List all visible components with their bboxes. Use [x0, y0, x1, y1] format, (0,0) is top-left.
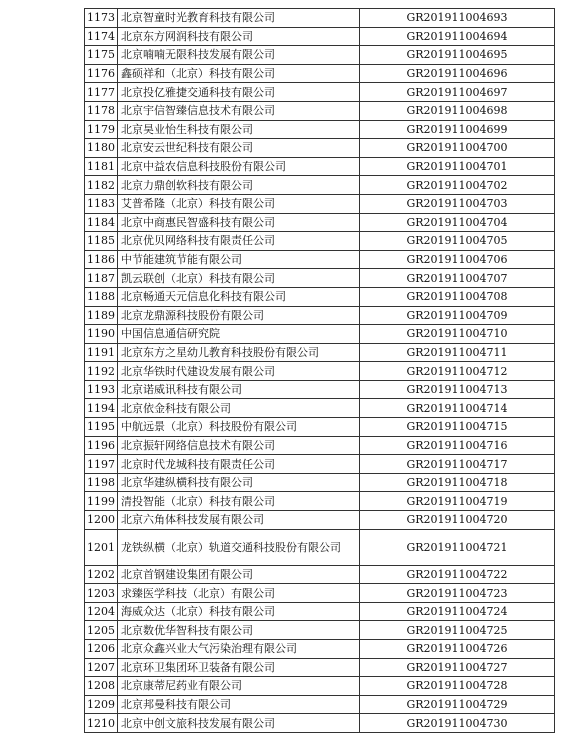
company-name: 北京首钢建设集团有限公司	[118, 565, 360, 584]
company-name: 北京畅通天元信息化科技有限公司	[118, 287, 360, 306]
row-number: 1185	[85, 232, 118, 251]
row-number: 1173	[85, 9, 118, 28]
company-name: 北京康蒂尼药业有限公司	[118, 677, 360, 696]
table-row	[85, 306, 555, 325]
certificate-number: GR201911004729	[360, 695, 555, 714]
row-number: 1184	[85, 213, 118, 232]
company-name: 求臻医学科技（北京）有限公司	[118, 584, 360, 603]
table-row	[85, 362, 555, 381]
table-row	[85, 695, 555, 714]
row-number: 1195	[85, 418, 118, 437]
row-number: 1204	[85, 602, 118, 621]
company-name: 北京邦曼科技有限公司	[118, 695, 360, 714]
certificate-number: GR201911004703	[360, 194, 555, 213]
company-name: 北京喃喃无限科技发展有限公司	[118, 46, 360, 65]
table-row	[85, 269, 555, 288]
certificate-number: GR201911004709	[360, 306, 555, 325]
certificate-number: GR201911004720	[360, 511, 555, 530]
table-row	[85, 473, 555, 492]
certificate-number: GR201911004699	[360, 120, 555, 139]
certificate-number: GR201911004707	[360, 269, 555, 288]
table-row	[85, 27, 555, 46]
table-row	[85, 565, 555, 584]
certificate-number: GR201911004704	[360, 213, 555, 232]
table-row	[85, 714, 555, 733]
company-name: 北京东方网润科技有限公司	[118, 27, 360, 46]
certificate-number: GR201911004701	[360, 157, 555, 176]
row-number: 1180	[85, 139, 118, 158]
table-row	[85, 492, 555, 511]
company-name: 北京力鼎创软科技有限公司	[118, 176, 360, 195]
table-row	[85, 584, 555, 603]
company-name: 北京智童时光教育科技有限公司	[118, 9, 360, 28]
table-row	[85, 120, 555, 139]
table-row	[85, 83, 555, 102]
company-name: 北京东方之星幼儿教育科技股份有限公司	[118, 343, 360, 362]
table-row	[85, 194, 555, 213]
table-row	[85, 602, 555, 621]
company-name: 凯云联创（北京）科技有限公司	[118, 269, 360, 288]
certificate-number: GR201911004700	[360, 139, 555, 158]
row-number: 1201	[85, 529, 118, 565]
company-name: 北京中商惠民智盛科技有限公司	[118, 213, 360, 232]
company-name: 北京依金科技有限公司	[118, 399, 360, 418]
certificate-number: GR201911004721	[360, 529, 555, 565]
table-row	[85, 399, 555, 418]
table-row	[85, 511, 555, 530]
company-name: 北京振轩网络信息技术有限公司	[118, 436, 360, 455]
certificate-number: GR201911004726	[360, 640, 555, 659]
certificate-number: GR201911004723	[360, 584, 555, 603]
row-number: 1207	[85, 658, 118, 677]
certificate-number: GR201911004730	[360, 714, 555, 733]
table-row	[85, 436, 555, 455]
company-name: 北京六角体科技发展有限公司	[118, 511, 360, 530]
table-row	[85, 250, 555, 269]
table-row	[85, 455, 555, 474]
certificate-number: GR201911004708	[360, 287, 555, 306]
row-number: 1196	[85, 436, 118, 455]
certificate-number: GR201911004724	[360, 602, 555, 621]
company-name: 北京安云世纪科技有限公司	[118, 139, 360, 158]
company-name: 北京时代龙城科技有限责任公司	[118, 455, 360, 474]
row-number: 1177	[85, 83, 118, 102]
certificate-number: GR201911004712	[360, 362, 555, 381]
row-number: 1181	[85, 157, 118, 176]
company-name: 艾普希隆（北京）科技有限公司	[118, 194, 360, 213]
certificate-number: GR201911004728	[360, 677, 555, 696]
row-number: 1205	[85, 621, 118, 640]
company-name: 北京昊业怡生科技有限公司	[118, 120, 360, 139]
table-row	[85, 232, 555, 251]
row-number: 1187	[85, 269, 118, 288]
certificate-number: GR201911004696	[360, 64, 555, 83]
table-row	[85, 325, 555, 344]
row-number: 1206	[85, 640, 118, 659]
table-row	[85, 101, 555, 120]
certificate-number: GR201911004697	[360, 83, 555, 102]
certificate-number: GR201911004718	[360, 473, 555, 492]
table-row	[85, 64, 555, 83]
row-number: 1198	[85, 473, 118, 492]
table-row	[85, 658, 555, 677]
table-row	[85, 213, 555, 232]
company-table-body	[85, 9, 555, 733]
row-number: 1178	[85, 101, 118, 120]
certificate-number: GR201911004706	[360, 250, 555, 269]
row-number: 1192	[85, 362, 118, 381]
certificate-number: GR201911004702	[360, 176, 555, 195]
row-number: 1174	[85, 27, 118, 46]
row-number: 1175	[85, 46, 118, 65]
row-number: 1208	[85, 677, 118, 696]
row-number: 1191	[85, 343, 118, 362]
company-table	[84, 8, 555, 733]
table-row	[85, 677, 555, 696]
certificate-number: GR201911004717	[360, 455, 555, 474]
company-name: 清投智能（北京）科技有限公司	[118, 492, 360, 511]
row-number: 1182	[85, 176, 118, 195]
row-number: 1188	[85, 287, 118, 306]
certificate-number: GR201911004713	[360, 380, 555, 399]
certificate-number: GR201911004716	[360, 436, 555, 455]
company-name: 中航远景（北京）科技股份有限公司	[118, 418, 360, 437]
company-name: 北京中益农信息科技股份有限公司	[118, 157, 360, 176]
row-number: 1183	[85, 194, 118, 213]
table-row	[85, 9, 555, 28]
table-row	[85, 621, 555, 640]
certificate-number: GR201911004727	[360, 658, 555, 677]
table-row	[85, 176, 555, 195]
row-number: 1193	[85, 380, 118, 399]
certificate-number: GR201911004715	[360, 418, 555, 437]
certificate-number: GR201911004719	[360, 492, 555, 511]
company-name: 鑫硕祥和（北京）科技有限公司	[118, 64, 360, 83]
company-name: 北京环卫集团环卫装备有限公司	[118, 658, 360, 677]
company-name: 龙铁纵横（北京）轨道交通科技股份有限公司	[118, 529, 360, 565]
certificate-number: GR201911004725	[360, 621, 555, 640]
row-number: 1194	[85, 399, 118, 418]
certificate-number: GR201911004714	[360, 399, 555, 418]
row-number: 1176	[85, 64, 118, 83]
certificate-number: GR201911004693	[360, 9, 555, 28]
table-row	[85, 287, 555, 306]
row-number: 1210	[85, 714, 118, 733]
row-number: 1179	[85, 120, 118, 139]
table-row	[85, 343, 555, 362]
company-name: 北京中创文旅科技发展有限公司	[118, 714, 360, 733]
company-name: 北京华建纵横科技有限公司	[118, 473, 360, 492]
row-number: 1203	[85, 584, 118, 603]
company-name: 中国信息通信研究院	[118, 325, 360, 344]
company-name: 北京华铁时代建设发展有限公司	[118, 362, 360, 381]
company-name: 北京宇信智臻信息技术有限公司	[118, 101, 360, 120]
company-name: 北京优贝网络科技有限责任公司	[118, 232, 360, 251]
row-number: 1200	[85, 511, 118, 530]
table-row	[85, 157, 555, 176]
certificate-number: GR201911004695	[360, 46, 555, 65]
company-name: 北京数优华智科技有限公司	[118, 621, 360, 640]
table-row	[85, 46, 555, 65]
company-name: 北京投亿雅捷交通科技有限公司	[118, 83, 360, 102]
certificate-number: GR201911004698	[360, 101, 555, 120]
table-row	[85, 380, 555, 399]
company-name: 海威众达（北京）科技有限公司	[118, 602, 360, 621]
certificate-number: GR201911004722	[360, 565, 555, 584]
row-number: 1190	[85, 325, 118, 344]
certificate-number: GR201911004710	[360, 325, 555, 344]
certificate-number: GR201911004694	[360, 27, 555, 46]
company-name: 中节能建筑节能有限公司	[118, 250, 360, 269]
table-row	[85, 139, 555, 158]
row-number: 1199	[85, 492, 118, 511]
row-number: 1202	[85, 565, 118, 584]
table-row	[85, 640, 555, 659]
row-number: 1209	[85, 695, 118, 714]
company-name: 北京众鑫兴业大气污染治理有限公司	[118, 640, 360, 659]
certificate-number: GR201911004705	[360, 232, 555, 251]
company-name: 北京龙鼎源科技股份有限公司	[118, 306, 360, 325]
company-name: 北京诺威讯科技有限公司	[118, 380, 360, 399]
table-row	[85, 529, 555, 565]
row-number: 1186	[85, 250, 118, 269]
certificate-number: GR201911004711	[360, 343, 555, 362]
table-row	[85, 418, 555, 437]
row-number: 1189	[85, 306, 118, 325]
row-number: 1197	[85, 455, 118, 474]
